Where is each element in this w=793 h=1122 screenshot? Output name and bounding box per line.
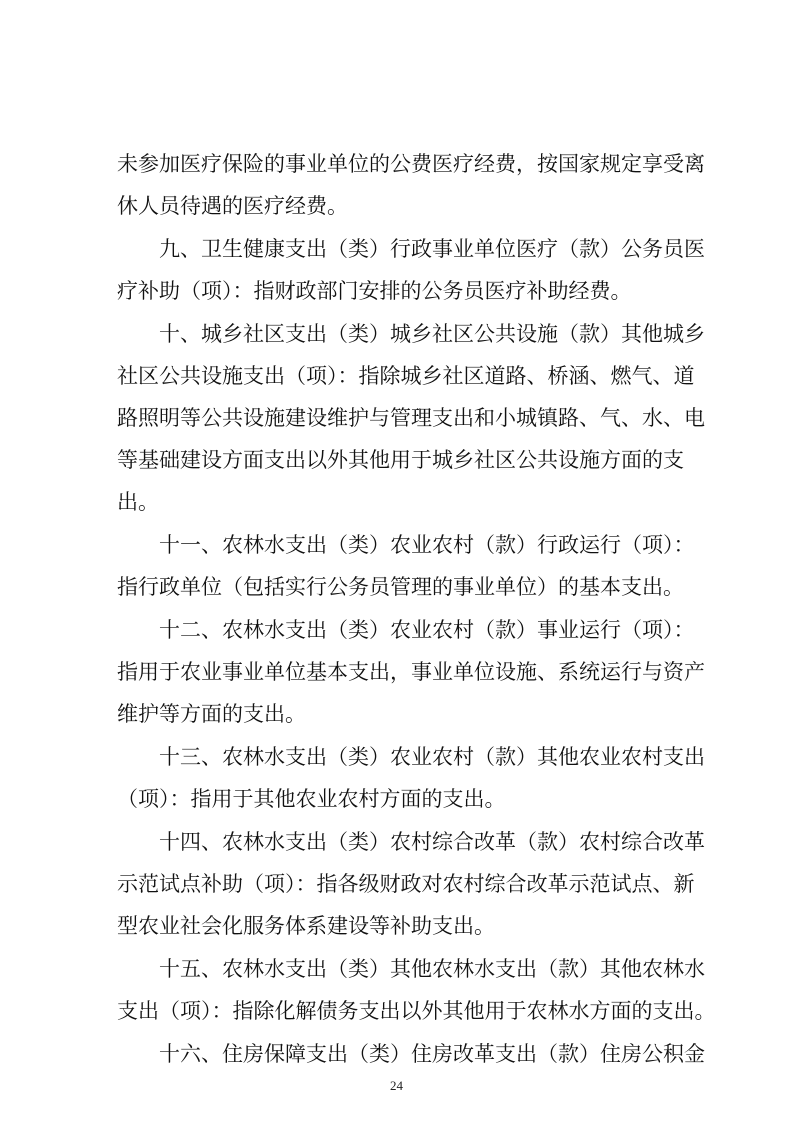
paragraph-first-line: 十、城乡社区支出（类）城乡社区公共设施（款）其他城乡 <box>159 322 705 346</box>
paragraph-first-line: 十六、住房保障支出（类）住房改革支出（款）住房公积金 <box>159 1042 705 1066</box>
paragraph-first-line: 十五、农林水支出（类）其他农林水支出（款）其他农林水 <box>159 957 705 981</box>
text-line: 社区公共设施支出（项）：指除城乡社区道路、桥涵、燃气、道 <box>117 364 695 388</box>
paragraph-first-line: 十一、农林水支出（类）农业农村（款）行政运行（项）： <box>159 533 695 557</box>
text-line: 维护等方面的支出。 <box>117 702 306 726</box>
text-line: 指行政单位（包括实行公务员管理的事业单位）的基本支出。 <box>117 575 684 599</box>
text-line: （项）：指用于其他农业农村方面的支出。 <box>117 787 506 811</box>
text-line: 未参加医疗保险的事业单位的公费医疗经费，按国家规定享受离 <box>117 152 705 176</box>
text-line: 示范试点补助（项）：指各级财政对农村综合改革示范试点、新 <box>117 872 695 896</box>
paragraph-first-line: 十四、农林水支出（类）农村综合改革（款）农村综合改革 <box>159 830 705 854</box>
text-line: 等基础建设方面支出以外其他用于城乡社区公共设施方面的支 <box>117 448 684 472</box>
paragraph-first-line: 九、卫生健康支出（类）行政事业单位医疗（款）公务员医 <box>159 237 705 261</box>
text-line: 休人员待遇的医疗经费。 <box>117 194 348 218</box>
text-line: 疗补助（项）：指财政部门安排的公务员医疗补助经费。 <box>117 279 632 303</box>
text-line: 支出（项）：指除化解债务支出以外其他用于农林水方面的支出。 <box>117 999 716 1023</box>
page-number: 24 <box>390 1078 403 1093</box>
text-line: 指用于农业事业单位基本支出，事业单位设施、系统运行与资产 <box>117 660 705 684</box>
text-line: 型农业社会化服务体系建设等补助支出。 <box>117 914 495 938</box>
text-line: 路照明等公共设施建设维护与管理支出和小城镇路、气、水、电 <box>117 406 705 430</box>
paragraph-first-line: 十三、农林水支出（类）农业农村（款）其他农业农村支出 <box>159 745 705 769</box>
text-line: 出。 <box>117 490 159 514</box>
paragraph-first-line: 十二、农林水支出（类）农业农村（款）事业运行（项）： <box>159 618 695 642</box>
